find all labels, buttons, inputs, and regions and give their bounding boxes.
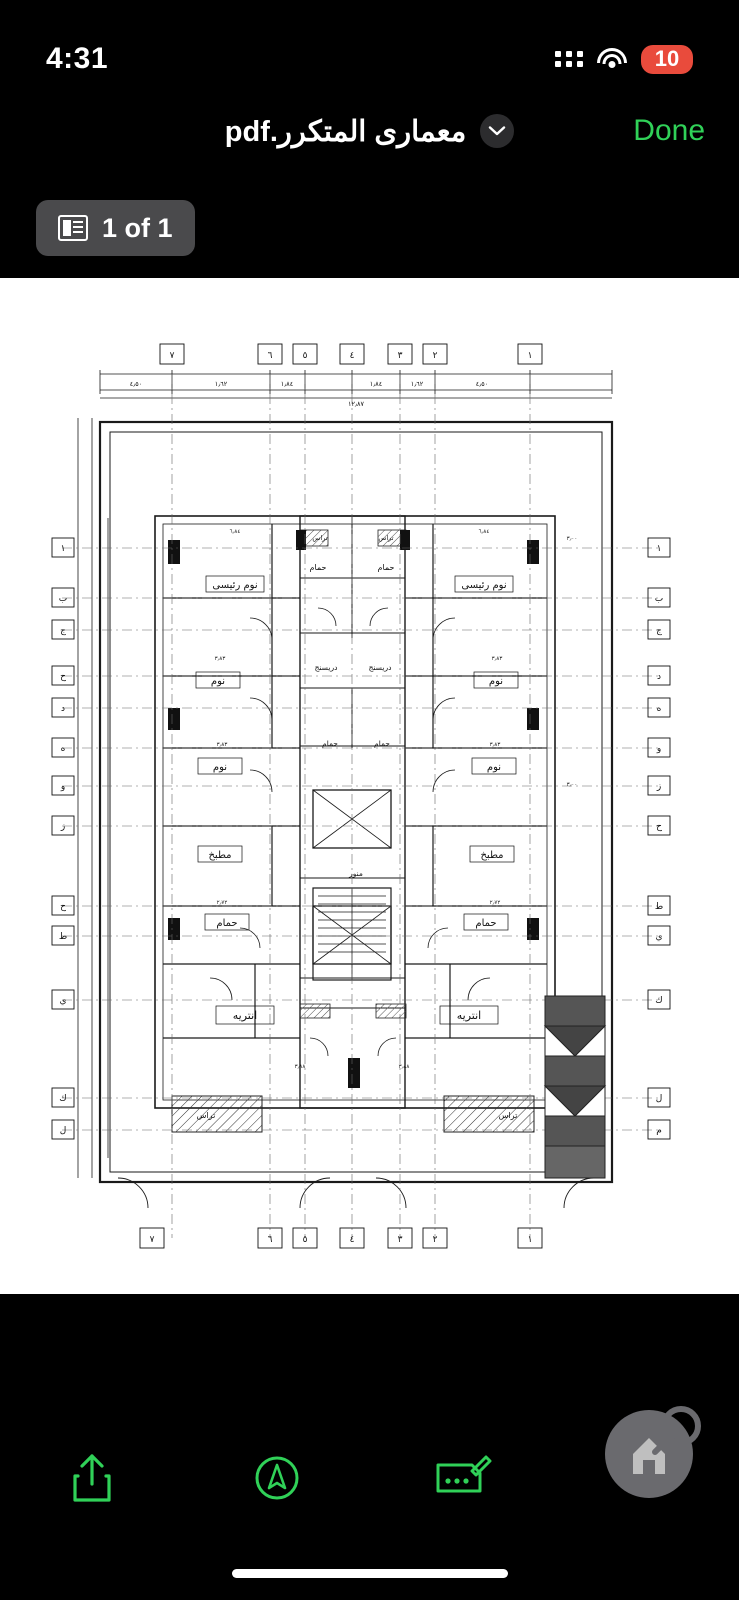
svg-text:٣: ٣ (397, 351, 403, 361)
svg-text:٤: ٤ (349, 351, 355, 361)
svg-text:٣٫٨٨: ٣٫٨٨ (294, 1064, 306, 1070)
svg-text:٣٫٨٨: ٣٫٨٨ (398, 1064, 410, 1070)
svg-text:و: و (60, 782, 66, 792)
svg-text:حمام: حمام (377, 563, 395, 572)
svg-text:٥: ٥ (302, 1235, 308, 1245)
svg-text:٣٫٠٠: ٣٫٠٠ (566, 782, 578, 788)
svg-text:حمام: حمام (322, 739, 338, 748)
svg-text:م: م (656, 1126, 662, 1136)
svg-text:دريسنج: دريسنج (314, 663, 338, 672)
document-title: معمارى المتكرر.pdf (224, 115, 467, 148)
svg-text:٢٫٧٢: ٢٫٧٢ (216, 900, 228, 906)
svg-text:٤٫٥٠: ٤٫٥٠ (475, 380, 489, 388)
svg-text:ل: ل (655, 1094, 663, 1104)
toolbar-spacer (554, 1432, 739, 1528)
share-up-arrow-icon (70, 1452, 114, 1509)
status-time: 4:31 (46, 42, 109, 75)
svg-text:٥: ٥ (302, 351, 308, 361)
status-bar (0, 0, 739, 92)
svg-text:ه: ه (656, 704, 662, 714)
svg-text:ه: ه (60, 744, 66, 754)
title-bar (0, 100, 739, 162)
svg-text:نوم: نوم (210, 676, 226, 687)
svg-text:ب: ب (58, 594, 68, 604)
svg-text:١٫٦٢: ١٫٦٢ (214, 380, 228, 388)
bottom-toolbar (0, 1432, 739, 1528)
svg-text:١: ١ (60, 544, 66, 554)
markup-pen-circle-icon (253, 1454, 301, 1507)
svg-text:و: و (656, 744, 662, 754)
svg-text:ي: ي (655, 932, 663, 942)
title-center (34, 114, 705, 149)
svg-text:حمام: حمام (309, 563, 327, 572)
svg-text:انتريه: انتريه (232, 1009, 258, 1022)
svg-text:دريسنج: دريسنج (368, 663, 392, 672)
svg-text:١٫٦٢: ١٫٦٢ (410, 380, 424, 388)
svg-text:١٫٨٤: ١٫٨٤ (280, 380, 294, 388)
svg-text:٢٫٧٢: ٢٫٧٢ (489, 900, 501, 906)
svg-text:ط: ط (58, 932, 68, 942)
svg-text:٣: ٣ (397, 1235, 403, 1245)
svg-text:ح: ح (656, 822, 662, 832)
svg-text:د: د (60, 704, 66, 714)
svg-text:ك: ك (59, 1094, 67, 1104)
svg-text:منور: منور (349, 869, 363, 878)
svg-text:٦٫٨٤: ٦٫٨٤ (478, 529, 490, 535)
chevron-down-icon[interactable] (480, 114, 514, 148)
svg-text:٤٫٥٠: ٤٫٥٠ (129, 380, 143, 388)
status-indicators (555, 45, 693, 74)
svg-text:نوم: نوم (212, 762, 228, 773)
svg-text:ب: ب (654, 594, 664, 604)
page-thumbnail-icon (58, 215, 88, 241)
svg-text:حمام: حمام (374, 739, 390, 748)
svg-text:ط: ط (654, 902, 664, 912)
svg-text:ل: ل (59, 1126, 67, 1136)
svg-text:٤: ٤ (349, 1235, 355, 1245)
svg-text:١: ١ (527, 1235, 533, 1245)
svg-text:٣٫٠٠: ٣٫٠٠ (566, 536, 578, 542)
svg-text:تراس: تراس (312, 534, 328, 542)
svg-text:٣٫٨٣: ٣٫٨٣ (214, 656, 226, 662)
svg-text:نوم: نوم (486, 762, 502, 773)
svg-text:نوم رئيسى: نوم رئيسى (461, 580, 507, 591)
page-indicator-label: 1 of 1 (102, 212, 173, 243)
pdf-page[interactable] (0, 278, 739, 1294)
svg-text:نوم رئيسى: نوم رئيسى (212, 580, 258, 591)
svg-text:٣٫٨٣: ٣٫٨٣ (216, 742, 228, 748)
done-button[interactable]: Done (633, 114, 705, 147)
svg-text:ي: ي (59, 996, 67, 1006)
svg-text:ك: ك (655, 996, 663, 1006)
floor-plan-drawing (0, 278, 739, 1294)
svg-text:٢: ٢ (432, 1235, 438, 1245)
svg-text:١٢٫٨٧: ١٢٫٨٧ (347, 400, 365, 408)
svg-text:٧: ٧ (149, 1235, 155, 1245)
svg-text:انتريه: انتريه (456, 1009, 482, 1022)
svg-text:٦: ٦ (267, 1235, 273, 1245)
svg-text:٧: ٧ (169, 351, 175, 361)
svg-text:تراس: تراس (378, 534, 394, 542)
svg-text:د: د (656, 672, 662, 682)
svg-text:حمام: حمام (216, 918, 238, 929)
svg-text:١٫٨٤: ١٫٨٤ (369, 380, 383, 388)
svg-text:ح: ح (60, 902, 66, 912)
svg-text:حمام: حمام (475, 918, 497, 929)
cellular-bars-icon (555, 51, 583, 67)
svg-text:ج: ج (656, 626, 662, 636)
annotate-button[interactable] (370, 1432, 555, 1528)
svg-text:مطبخ: مطبخ (480, 850, 504, 861)
share-button[interactable] (0, 1432, 185, 1528)
markup-button[interactable] (185, 1432, 370, 1528)
page-indicator[interactable] (36, 200, 195, 256)
wifi-icon (597, 48, 627, 70)
svg-text:ح: ح (60, 672, 66, 682)
svg-text:١: ١ (656, 544, 662, 554)
svg-text:٣٫٨٣: ٣٫٨٣ (491, 656, 503, 662)
svg-text:٣٫٨٣: ٣٫٨٣ (489, 742, 501, 748)
svg-text:تراس: تراس (196, 1111, 216, 1120)
svg-text:ز: ز (60, 822, 66, 832)
svg-text:مطبخ: مطبخ (208, 850, 232, 861)
svg-text:تراس: تراس (498, 1111, 518, 1120)
svg-text:٦٫٨٤: ٦٫٨٤ (229, 529, 241, 535)
svg-text:نوم: نوم (488, 676, 504, 687)
svg-text:٦: ٦ (267, 351, 273, 361)
svg-text:٢: ٢ (432, 351, 438, 361)
battery-indicator: 10 (641, 45, 693, 74)
home-indicator[interactable] (232, 1569, 508, 1578)
svg-text:١: ١ (527, 351, 533, 361)
svg-text:ز: ز (656, 782, 662, 792)
annotate-signature-icon (432, 1455, 492, 1506)
svg-text:ج: ج (60, 626, 66, 636)
